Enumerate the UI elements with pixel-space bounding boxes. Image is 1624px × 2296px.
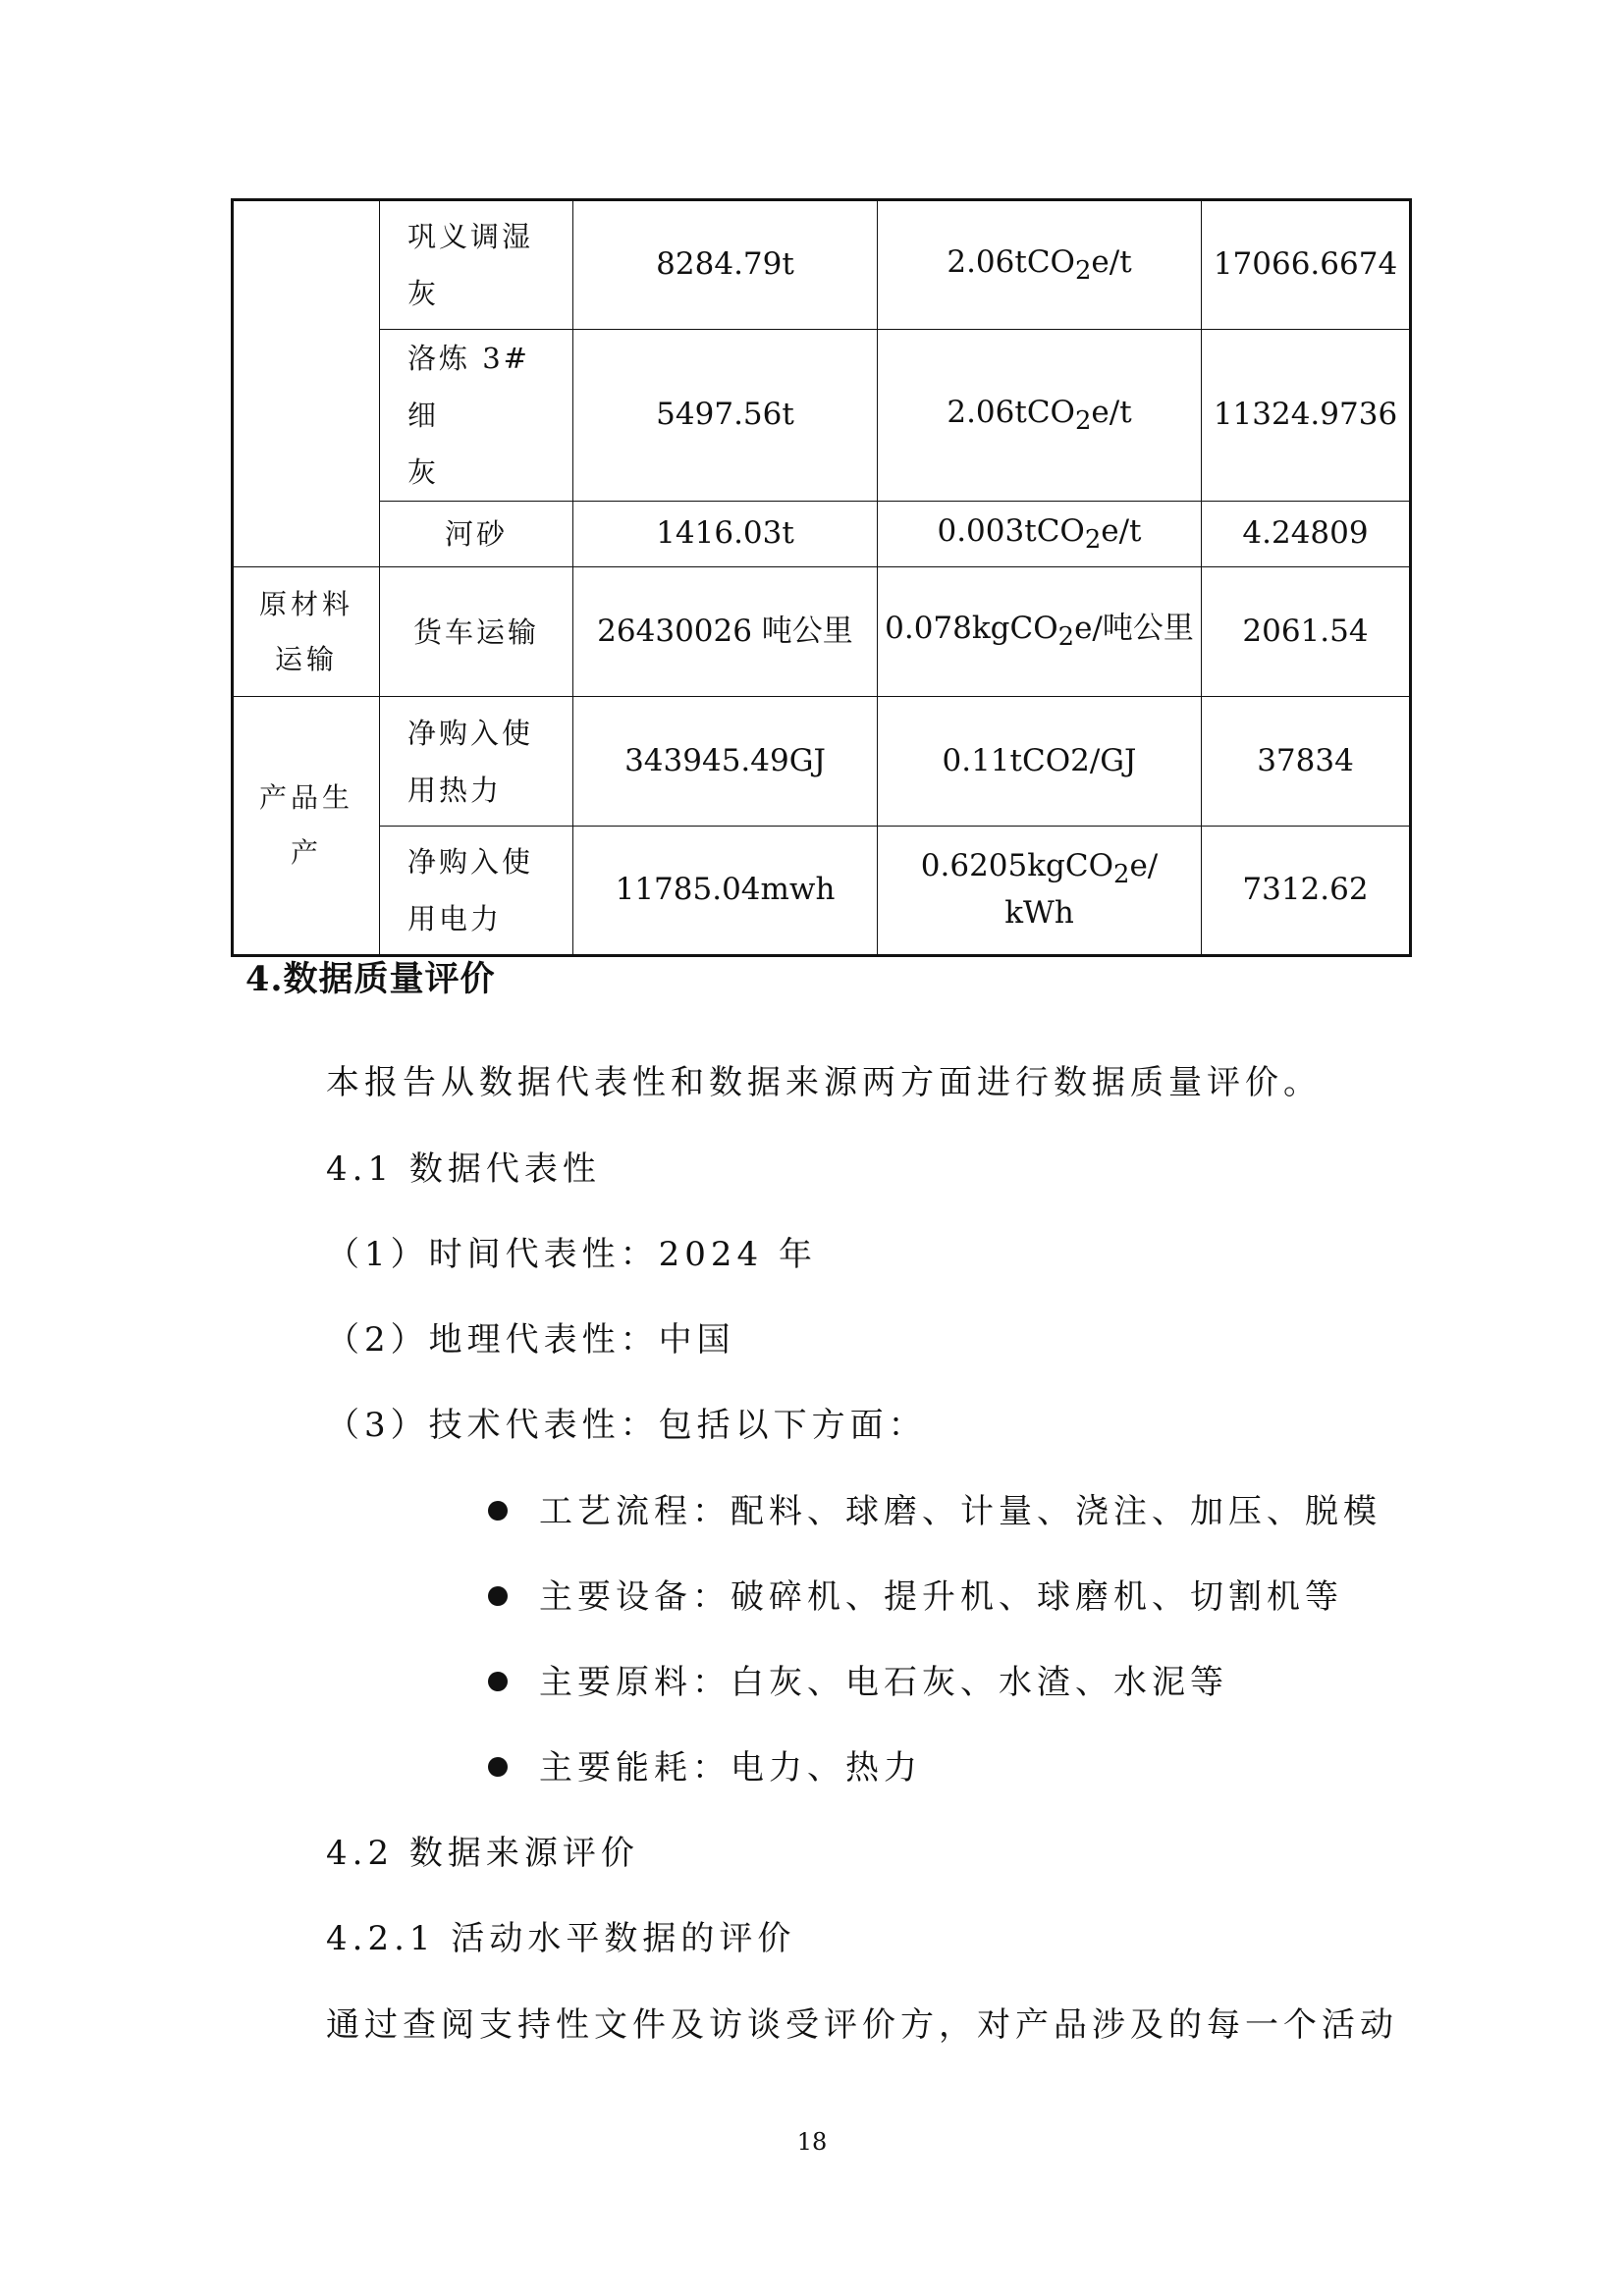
emission-cell: 4.24809: [1202, 502, 1411, 567]
subsection-title-4-2-1: 4.2.1 活动水平数据的评价: [326, 1919, 796, 1958]
category-cell: [233, 200, 380, 567]
category-cell: 原材料 运输: [233, 567, 380, 697]
amount-cell: 5497.56t: [573, 330, 878, 502]
amount-cell: 26430026 吨公里: [573, 567, 878, 697]
item-cell: 货车运输: [380, 567, 573, 697]
item-cell: 洛炼 3#细 灰: [380, 330, 573, 502]
bullet-item: 主要设备：破碎机、提升机、球磨机、切割机等: [488, 1570, 1343, 1618]
body-paragraph: 通过查阅支持性文件及访谈受评价方，对产品涉及的每一个活动: [326, 2005, 1398, 2045]
subsection-title-4-1: 4.1 数据代表性: [326, 1149, 601, 1189]
table-row: [233, 567, 1411, 697]
section-heading: 4.数据质量评价: [245, 959, 496, 999]
bullet-item: 工艺流程：配料、球磨、计量、浇注、加压、脱模: [488, 1484, 1381, 1532]
factor-cell: 0.6205kgCO$_2$e/ kWh: [878, 827, 1202, 956]
item-cell: 巩义调湿 灰: [380, 200, 573, 330]
amount-cell: 11785.04mwh: [573, 827, 878, 956]
emission-cell: 37834: [1202, 697, 1411, 827]
table-row: [233, 697, 1411, 827]
amount-cell: 343945.49GJ: [573, 697, 878, 827]
bullet-dot-icon: [488, 1672, 508, 1691]
item-cell: 净购入使 用热力: [380, 697, 573, 827]
factor-cell: 0.11tCO2/GJ: [878, 697, 1202, 827]
item-cell: 净购入使 用电力: [380, 827, 573, 956]
bullet-dot-icon: [488, 1501, 508, 1521]
subsection-title-4-2: 4.2 数据来源评价: [326, 1834, 639, 1873]
table-row: [233, 200, 1411, 330]
bullet-dot-icon: [488, 1586, 508, 1606]
amount-cell: 8284.79t: [573, 200, 878, 330]
emission-cell: 17066.6674: [1202, 200, 1411, 330]
emission-table: [231, 198, 1412, 957]
table-row: [233, 330, 1411, 502]
page-number: 18: [796, 2128, 828, 2156]
bullet-item: 主要原料：白灰、电石灰、水渣、水泥等: [488, 1655, 1228, 1703]
emission-cell: 2061.54: [1202, 567, 1411, 697]
category-cell: 产品生 产: [233, 697, 380, 956]
factor-cell: 0.003tCO$_2$e/t: [878, 502, 1202, 567]
intro-paragraph: 本报告从数据代表性和数据来源两方面进行数据质量评价。: [326, 1063, 1322, 1102]
list-item: （2）地理代表性：中国: [326, 1320, 735, 1360]
bullet-item: 主要能耗：电力、热力: [488, 1740, 922, 1789]
item-cell: 河砂: [380, 502, 573, 567]
table-row: [233, 502, 1411, 567]
amount-cell: 1416.03t: [573, 502, 878, 567]
table-row: [233, 827, 1411, 956]
bullet-dot-icon: [488, 1757, 508, 1777]
list-item: （1）时间代表性：2024 年: [326, 1235, 817, 1274]
list-item: （3）技术代表性：包括以下方面：: [326, 1406, 927, 1445]
emission-cell: 11324.9736: [1202, 330, 1411, 502]
emission-cell: 7312.62: [1202, 827, 1411, 956]
factor-cell: 2.06tCO$_2$e/t: [878, 330, 1202, 502]
factor-cell: 2.06tCO$_2$e/t: [878, 200, 1202, 330]
factor-cell: 0.078kgCO$_2$e/吨公里: [878, 567, 1202, 697]
